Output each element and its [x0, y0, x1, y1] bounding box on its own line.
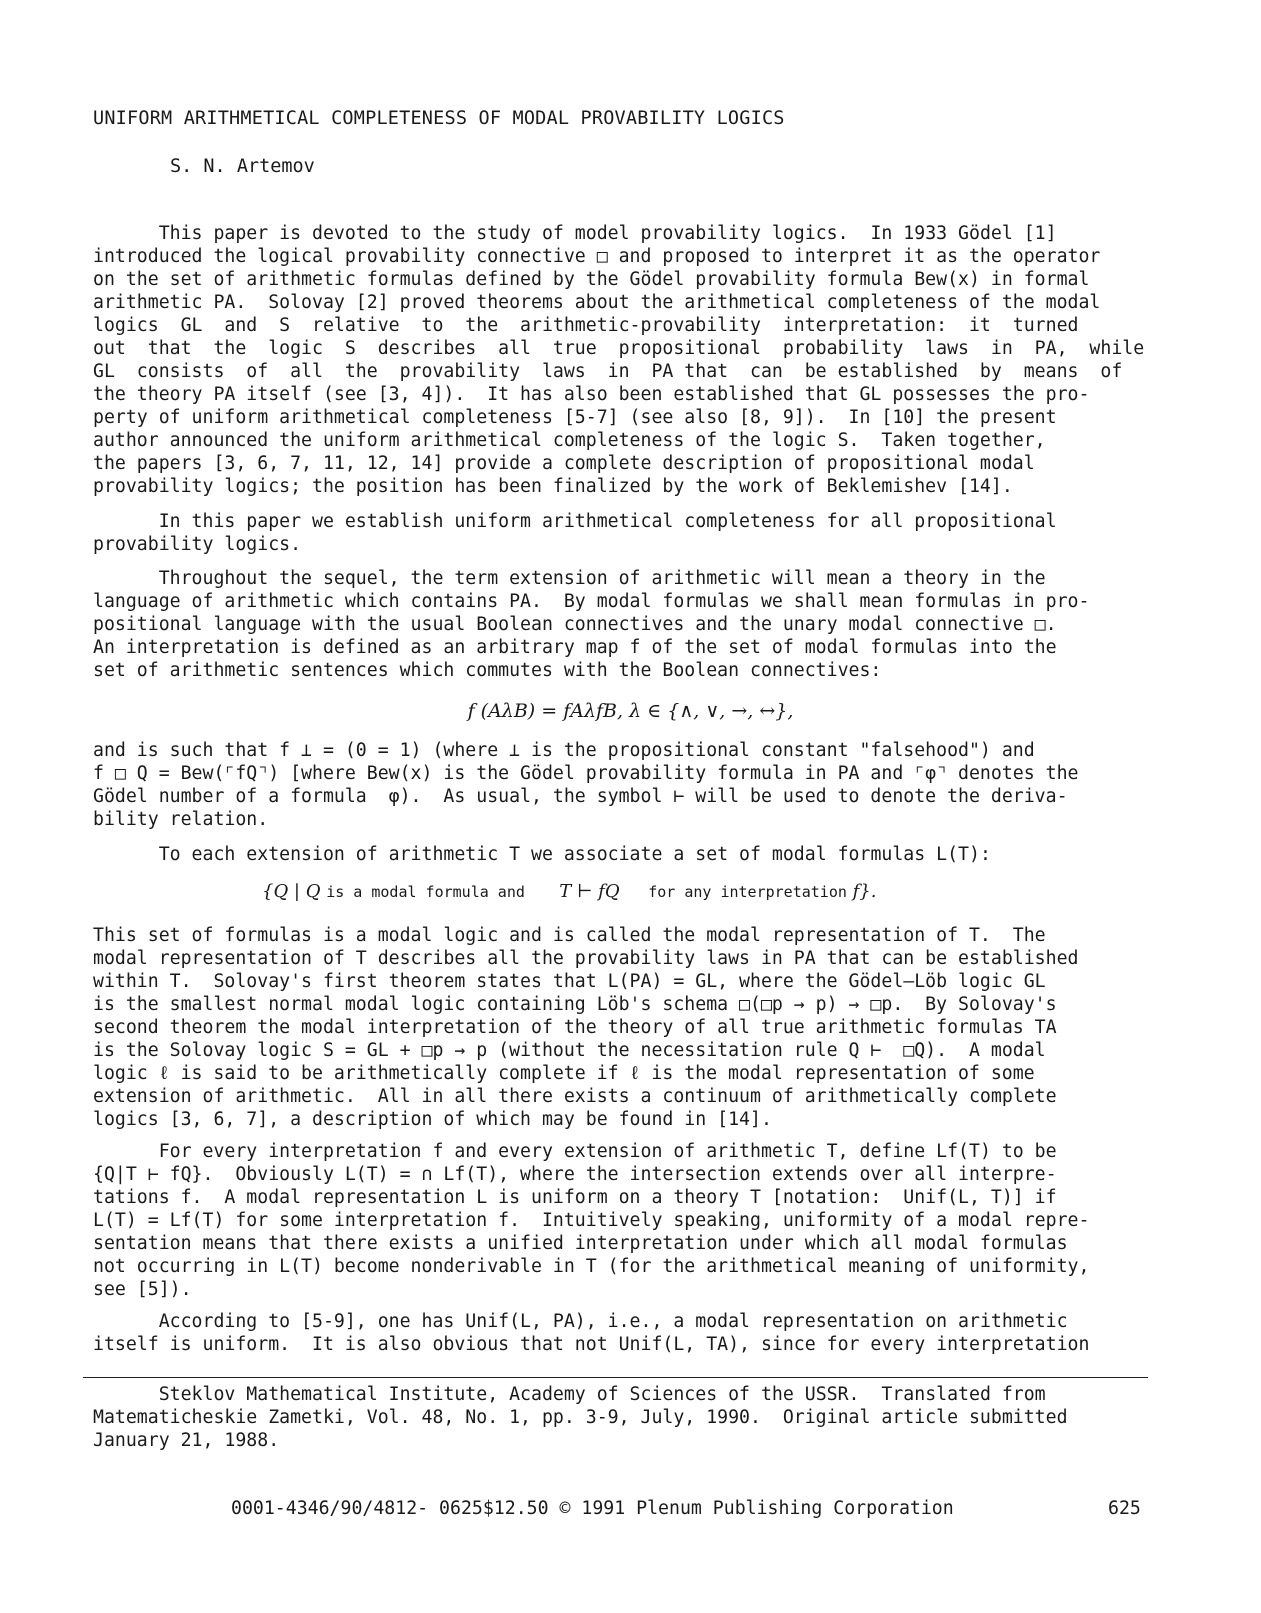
set-open: {Q | Q [262, 881, 321, 902]
paragraph-association: To each extension of arithmetic T we associate a set of modal formulas L(T): [93, 844, 991, 865]
paper-title: UNIFORM ARITHMETICAL COMPLETENESS OF MODAL PROVABILITY LOGICS [93, 108, 785, 129]
paragraph-interpretation: and is such that f ⊥ = (0 = 1) (where ⊥ is the propositional constant "falsehood") and f □ Q = Bew(⌜fQ⌝) [where Bew(x) is the Gödel provability formula in PA and ⌜φ⌝ denotes the Gödel number of a formula φ). As usual, the symbol ⊢ will be used to denote the deriva- bility relation. [93, 740, 1079, 830]
footnote-divider [83, 1377, 1148, 1378]
paragraph-intro: This paper is devoted to the study of model provability logics. In 1933 Gödel [1] introduced the logical provability connective □ and proposed to interpret it as the operator on the set of arithmetic formulas defined by the Gödel provability formula Bew(x) in formal arithmetic PA. Solovay [2] proved theorems about the arithmetical completeness of the modal logics GL and S relative to the arithmetic-provability interpretation: it turned out that the logic S describes all true propositional probability laws in PA, while GL consists of all the provability laws in PA that can be established by means of the theory PA itself (see [3, 4]). It has also been established that GL possesses the pro- perty of uniform arithmetical completeness [5-7] (see also [8, 9]). In [10] the present author announced the uniform arithmetical completeness of the logic S. Taken together, the papers [3, 6, 7, 11, 12, 14] provide a complete description of propositional modal provability logics; the position has been finalized by the work of Beklemishev [14]. [93, 223, 1145, 497]
formula-set-definition [262, 881, 876, 902]
page-number: 625 [1108, 1498, 1141, 1519]
paragraph-modal-representation: This set of formulas is a modal logic and is called the modal representation of T. The modal representation of T describes all the provability laws in PA that can be established within T. Solovay's first theorem states that L(PA) = GL, where the Gödel—Löb logic GL is the smallest normal modal logic containing Löb's schema □(□p → p) → □p. By Solovay's second theorem the modal interpretation of the theory of all true arithmetic formulas TA is the Solovay logic S = GL + □p → p (without the necessitation rule Q ⊢ □Q). A modal logic ℓ is said to be arithmetically complete if ℓ is the modal representation of some extension of arithmetic. All in all there exists a continuum of arithmetically complete logics [3, 6, 7], a description of which may be found in [14]. [93, 925, 1079, 1130]
paragraph-unif-pa: According to [5-9], one has Unif(L, PA), i.e., a modal representation on arithmetic itself is uniform. It is also obvious that not Unif(L, TA), since for every interpretation [93, 1311, 1090, 1355]
paragraph-definitions: Throughout the sequel, the term extension of arithmetic will mean a theory in the language of arithmetic which contains PA. By modal formulas we shall mean formulas in pro- positional language with the usual Boolean connectives and the unary modal connective □. An interpretation is defined as an arbitrary map f of the set of modal formulas into the set of arithmetic sentences which commutes with the Boolean connectives: [93, 568, 1090, 681]
formula-commute: f (AλB) = fAλfB, λ ∈ {∧, ∨, →, ↔}, [467, 700, 794, 722]
set-text-2: for any interpretation [648, 883, 847, 901]
set-close: f}. [852, 881, 877, 902]
paper-author: S. N. Artemov [170, 156, 315, 177]
footnote: Steklov Mathematical Institute, Academy of Sciences of the USSR. Translated from Matematicheskie Zametki, Vol. 48, No. 1, pp. 3-9, July, 1990. Original article submitted January 21, 1988. [93, 1384, 1068, 1451]
footer-publication-code: 0001-4346/90/4812- 0625$12.50 © 1991 Plenum Publishing Corporation [231, 1498, 954, 1519]
paragraph-uniformity: For every interpretation f and every extension of arithmetic T, define Lf(T) to be {Q|T ⊢ fQ}. Obviously L(T) = ∩ Lf(T), where the intersection extends over all interpre- tations f. A modal representation L is uniform on a theory T [notation: Unif(L, T)] if L(T) = Lf(T) for some interpretation f. Intuitively speaking, uniformity of a modal repre- sentation means that there exists a unified interpretation under which all modal formulas not occurring in L(T) become nonderivable in T (for the arithmetical meaning of uniformity, see [5]). [93, 1141, 1090, 1300]
set-middle: T ⊢ fQ [559, 881, 620, 902]
set-text-1: is a modal formula and [326, 883, 525, 901]
paragraph-aim: In this paper we establish uniform arithmetical completeness for all propositional provability logics. [93, 511, 1057, 555]
